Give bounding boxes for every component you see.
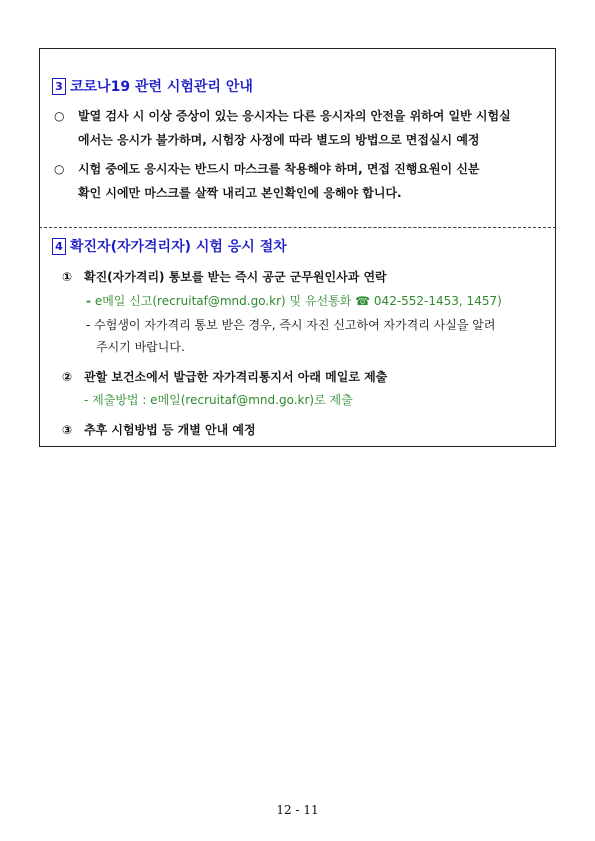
step2-sub: - 제출방법 : e메일(recruitaf@mnd.go.kr)로 제출 <box>84 393 353 407</box>
section4-number: 4 <box>52 238 66 255</box>
section3-item-1 <box>54 104 544 152</box>
section3-item-2-line1: 시험 중에도 응시자는 반드시 마스크를 착용해야 하며, 면접 진행요원이 신분 <box>78 162 480 176</box>
step1-sub2-line2: 주시기 바랍니다. <box>96 340 185 354</box>
section3-number: 3 <box>52 78 66 95</box>
step1-sub1-phone: 042-552-1453, 1457) <box>373 294 502 308</box>
step3-marker: ③ <box>62 423 73 437</box>
step1-sub1-text: e메일 신고(recruitaf@mnd.go.kr) 및 유선통화 <box>94 294 352 308</box>
step1-sub2-line1: - 수험생이 자가격리 통보 받은 경우, 즉시 자진 신고하여 자가격리 사실을 알려 <box>86 318 496 332</box>
section4-box <box>39 227 556 447</box>
page-number: 12 - 11 <box>276 803 319 817</box>
step1-marker: ① <box>62 270 73 284</box>
section4-title: 확진자(자가격리자) 시험 응시 절차 <box>70 239 287 255</box>
section3-box <box>39 48 556 228</box>
section3-heading <box>52 76 253 96</box>
step2-marker: ② <box>62 370 73 384</box>
section3-item-1-line1: 발열 검사 시 이상 증상이 있는 응시자는 다른 응시자의 안전을 위하여 일반 시험실 <box>78 109 511 123</box>
circle-bullet-icon: ○ <box>54 109 65 123</box>
step2-text: 관할 보건소에서 발급한 자가격리통지서 아래 메일로 제출 <box>84 370 388 384</box>
section3-item-1-line2: 에서는 응시가 불가하며, 시험장 사정에 따라 별도의 방법으로 면접실시 예정 <box>78 133 480 147</box>
step1-sub1 <box>86 292 502 309</box>
phone-icon: ☎ <box>355 294 371 308</box>
step3-text: 추후 시험방법 등 개별 안내 예정 <box>84 423 256 437</box>
section4-heading <box>52 236 287 256</box>
step3 <box>62 421 256 438</box>
section3-item-2 <box>54 157 544 205</box>
step1-text: 확진(자가격리) 통보를 받는 즉시 공군 군무원인사과 연락 <box>84 270 387 284</box>
circle-bullet-icon: ○ <box>54 162 65 176</box>
section3-item-2-line2: 확인 시에만 마스크를 살짝 내리고 본인확인에 응해야 합니다. <box>78 186 402 200</box>
section3-title: 코로나19 관련 시험관리 안내 <box>70 79 253 95</box>
step1-sub1-dash: - <box>86 294 91 308</box>
step2 <box>62 368 387 385</box>
step1 <box>62 268 387 285</box>
